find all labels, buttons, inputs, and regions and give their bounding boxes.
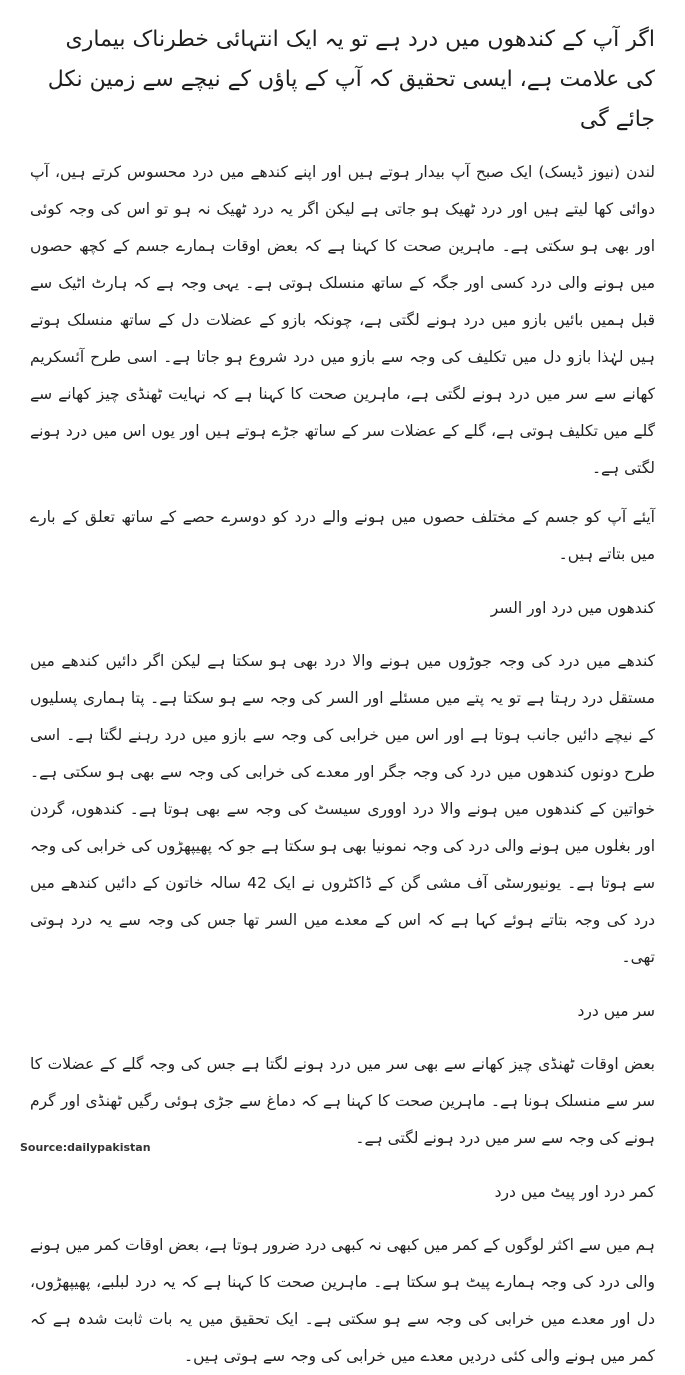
article-intro: لندن (نیوز ڈیسک) ایک صبح آپ بیدار ہوتے ہیں اور اپنے کندھے میں درد محسوس کرتے ہیں، آپ دوائی کھا لیتے ہیں اور درد ٹھیک ہو جاتی ہے لیکن اگر یہ درد ٹھیک نہ ہو تو اس کی وجہ کوئی اور بھی ہو سکتی ہے۔ ماہرین صحت کا کہنا ہے کہ بعض اوقات ہمارے جسم کے کچھ حصوں میں ہونے والی درد کسی اور جگہ کے ساتھ منسلک ہوتی ہے۔ یہی وجہ ہے کہ ہارٹ اٹیک سے قبل ہمیں بائیں بازو میں درد ہونے لگتی ہے، چونکہ بازو کے عضلات دل کے ساتھ منسلک ہوتے ہیں لہٰذا بازو دل میں تکلیف کی وجہ سے بازو میں درد شروع ہو جاتا ہے۔ اسی طرح آئسکریم کھانے سے سر میں درد ہونے لگتی ہے، ماہرین صحت کا کہنا ہے کہ نہایت ٹھنڈی چیز کھانے سے گلے میں تکلیف ہوتی ہے، گلے کے عضلات سر کے ساتھ جڑے ہوتے ہیں اور یوں اس میں درد ہونے لگتی ہے۔: [30, 163, 655, 477]
section-body-back-pain: ہم میں سے اکثر لوگوں کے کمر میں کبھی نہ کبھی درد ضرور ہوتا ہے، بعض اوقات کمر میں ہونے والی درد کی وجہ ہمارے پیٹ ہو سکتا ہے۔ ماہرین صحت کا کہنا ہے کہ یہ درد لبلبے، پھیپھڑوں، دل اور معدے میں خرابی کی وجہ سے ہو سکتی ہے۔ ایک تحقیق میں یہ بات ثابت شدہ ہے کہ کمر میں ہونے والی کئی دردیں معدے میں خرابی کی وجہ سے ہوتی ہیں۔: [30, 1236, 655, 1365]
section-body-headache: بعض اوقات ٹھنڈی چیز کھانے سے بھی سر میں درد ہونے لگتا ہے جس کی وجہ گلے کے عضلات کا سر سے منسلک ہونا ہے۔ ماہرین صحت کا کہنا ہے کہ دماغ سے جڑی ہوئی رگیں ٹھنڈی اور گرم ہونے کی وجہ سے سر میں درد ہونے لگتی ہے۔: [30, 1055, 655, 1147]
article-lead-in: آیئے آپ کو جسم کے مختلف حصوں میں ہونے والے درد کو دوسرے حصے کے ساتھ تعلق کے بارے میں بتاتے ہیں۔: [30, 508, 655, 563]
section-heading-back-pain: کمر درد اور پیٹ میں درد: [494, 1183, 655, 1201]
section-body-shoulder-pain: کندھے میں درد کی وجہ جوڑوں میں ہونے والا درد بھی ہو سکتا ہے لیکن اگر دائیں کندھے میں مستقل درد رہتا ہے تو یہ پتے میں مسئلے اور السر کی وجہ سے ہو سکتا ہے۔ پتا ہماری پسلیوں کے نیچے دائیں جانب ہوتا ہے اور اس میں خرابی کی وجہ سے بازو میں درد رہنے لگتا ہے۔ اسی طرح دونوں کندھوں میں درد کی وجہ جگر اور معدے کی خرابی کی وجہ سے بھی ہو سکتی ہے۔ خواتین کے کندھوں میں ہونے والا درد اووری سیسٹ کی وجہ سے بھی ہوتا ہے۔ کندھوں، گردن اور بغلوں میں ہونے والی درد کی وجہ نمونیا بھی ہو سکتا ہے جو کہ پھیپھڑوں کی خرابی کی وجہ سے ہوتا ہے۔ یونیورسٹی آف مشی گن کے ڈاکٹروں نے ایک 42 سالہ خاتون کے دائیں کندھے میں درد کی وجہ بتاتے ہوئے کہا ہے کہ اس کے معدے میں السر تھا جس کی وجہ سے یہ درد ہوتی تھی۔: [30, 652, 655, 966]
source-credit: Source:dailypakistan: [20, 1141, 151, 1154]
section-heading-headache: سر میں درد: [577, 1002, 655, 1020]
article-headline: اگر آپ کے کندھوں میں درد ہے تو یہ ایک انتہائی خطرناک بیماری کی علامت ہے، ایسی تحقیق کہ آپ کے پاؤں کے نیچے سے زمین نکل جائے گی: [47, 27, 655, 132]
section-heading-shoulder-pain: کندھوں میں درد اور السر: [490, 599, 655, 617]
